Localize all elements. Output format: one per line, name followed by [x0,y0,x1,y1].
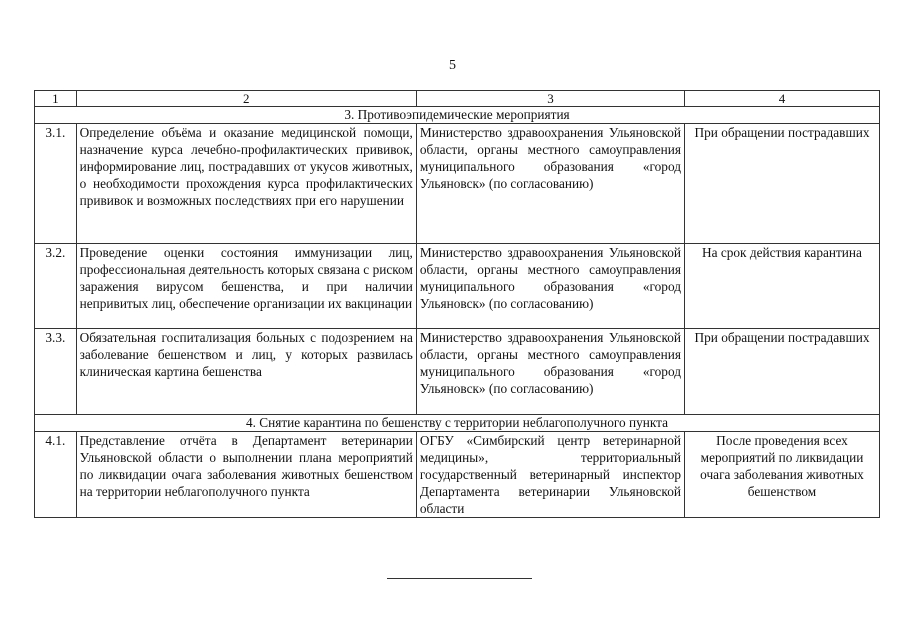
row-responsible: ОГБУ «Симбирский центр ветеринарной медицины», территориальный государственный ветеринарный инспектор Департамента ветеринарии Ульяновской области [416,432,684,518]
end-separator-line [387,578,532,579]
table-row [35,432,880,518]
table-row [35,244,880,329]
row-action: Определение объёма и оказание медицинской помощи, назначение курса лечебно-профилактических прививок, информирование лиц, пострадавших от укусов животных, о необходимости прохождения курса профилактических прививок и возможных последствиях при его нарушении [76,124,416,244]
row-responsible: Министерство здравоохранения Ульяновской области, органы местного самоуправления муниципального образования «город Ульяновск» (по согласованию) [416,329,684,415]
row-term: При обращении пострадавших [685,124,880,244]
table-row [35,329,880,415]
row-action: Представление отчёта в Департамент ветеринарии Ульяновской области о выполнении плана мероприятий по ликвидации очага заболевания животных бешенством на территории неблагополучного пункта [76,432,416,518]
section-row [35,107,880,124]
column-header-3: 3 [416,91,684,107]
table-row [35,124,880,244]
column-header-4: 4 [685,91,880,107]
row-number: 3.1. [35,124,77,244]
column-number-row [35,91,880,107]
row-term: При обращении пострадавших [685,329,880,415]
section-title-3: 3. Противоэпидемические мероприятия [35,107,880,124]
row-number: 4.1. [35,432,77,518]
row-term: На срок действия карантина [685,244,880,329]
page-number: 5 [449,58,456,73]
row-action: Проведение оценки состояния иммунизации лиц, профессиональная деятельность которых связана с риском заражения вирусом бешенства, и при наличии непривитых лиц, обеспечение организации их вакцинации [76,244,416,329]
row-action: Обязательная госпитализация больных с подозрением на заболевание бешенством и лиц, у которых развилась клиническая картина бешенства [76,329,416,415]
column-header-1: 1 [35,91,77,107]
row-responsible: Министерство здравоохранения Ульяновской области, органы местного самоуправления муниципального образования «город Ульяновск» (по согласованию) [416,244,684,329]
row-responsible: Министерство здравоохранения Ульяновской области, органы местного самоуправления муниципального образования «город Ульяновск» (по согласованию) [416,124,684,244]
row-number: 3.3. [35,329,77,415]
activities-table [34,90,880,518]
column-header-2: 2 [76,91,416,107]
row-term: После проведения всех мероприятий по ликвидации очага заболевания животных бешенством [685,432,880,518]
section-title-4: 4. Снятие карантина по бешенству с территории неблагополучного пункта [35,415,880,432]
section-row [35,415,880,432]
row-number: 3.2. [35,244,77,329]
